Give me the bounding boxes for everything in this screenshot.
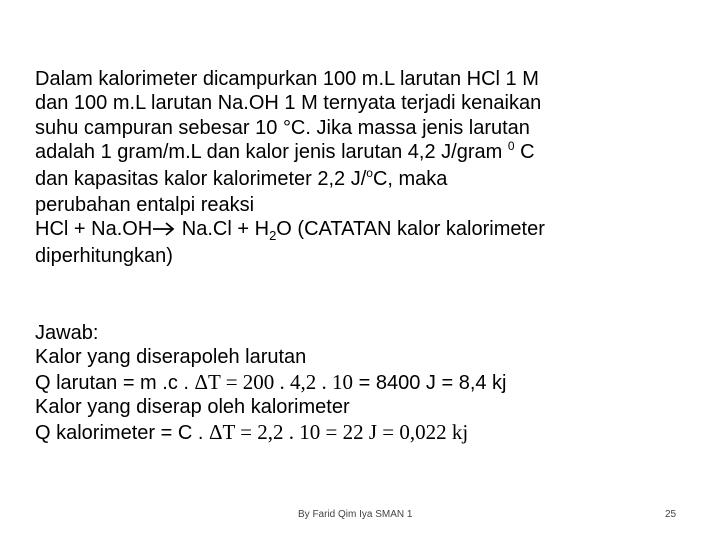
subscript: 2 <box>269 228 277 244</box>
problem-line: adalah 1 gram/m.L dan kalor jenis larutan 4,2 J/gram $^0$ C <box>35 139 535 164</box>
answer-line: Q larutan = m .c . ΔT = 200 . 4,2 . 10 = 8400 J = 8,4 kj <box>35 369 507 394</box>
problem-line: Dalam kalorimeter dicampurkan 100 m.L larutan HCl 1 M <box>35 68 539 90</box>
arrow-right-icon <box>152 222 176 236</box>
degree-celsius: °C <box>282 116 306 139</box>
answer-line: Kalor yang diserapoleh larutan <box>35 346 307 369</box>
problem-line: dan kapasitas kalor kalorimeter 2,2 J/$^o$C, maka <box>35 165 448 190</box>
formula: ΔT = 2,2 . 10 = 22 J = 0,022 kj <box>208 419 469 444</box>
problem-line: perubahan entalpi reaksi <box>35 194 255 217</box>
superscript: o <box>366 165 373 180</box>
answer-heading: Jawab: <box>35 322 99 344</box>
answer-section <box>35 321 507 445</box>
problem-line: suhu campuran sebesar 10 °C. Jika massa jenis larutan <box>35 116 530 139</box>
problem-line: diperhitungkan) <box>35 244 173 267</box>
problem-statement <box>35 67 545 268</box>
reaction-equation: HCl + Na.OH $Na.Cl + H_2O$ (CATATAN kalor kalorimeter <box>35 218 545 244</box>
problem-line: dan 100 m.L larutan Na.OH 1 M ternyata terjadi kenaikan <box>35 92 542 115</box>
page-number: 25 <box>665 509 677 520</box>
formula: ΔT = 200 . 4,2 . 10 <box>194 369 354 394</box>
superscript: 0 <box>507 139 515 154</box>
footer-credit: By Farid Qim Iya SMAN 1 <box>298 509 413 520</box>
answer-line: Q kalorimeter = C . ΔT = 2,2 . 10 = 22 J = 0,022 kj <box>35 419 469 444</box>
answer-line: Kalor yang diserap oleh kalorimeter <box>35 396 350 419</box>
